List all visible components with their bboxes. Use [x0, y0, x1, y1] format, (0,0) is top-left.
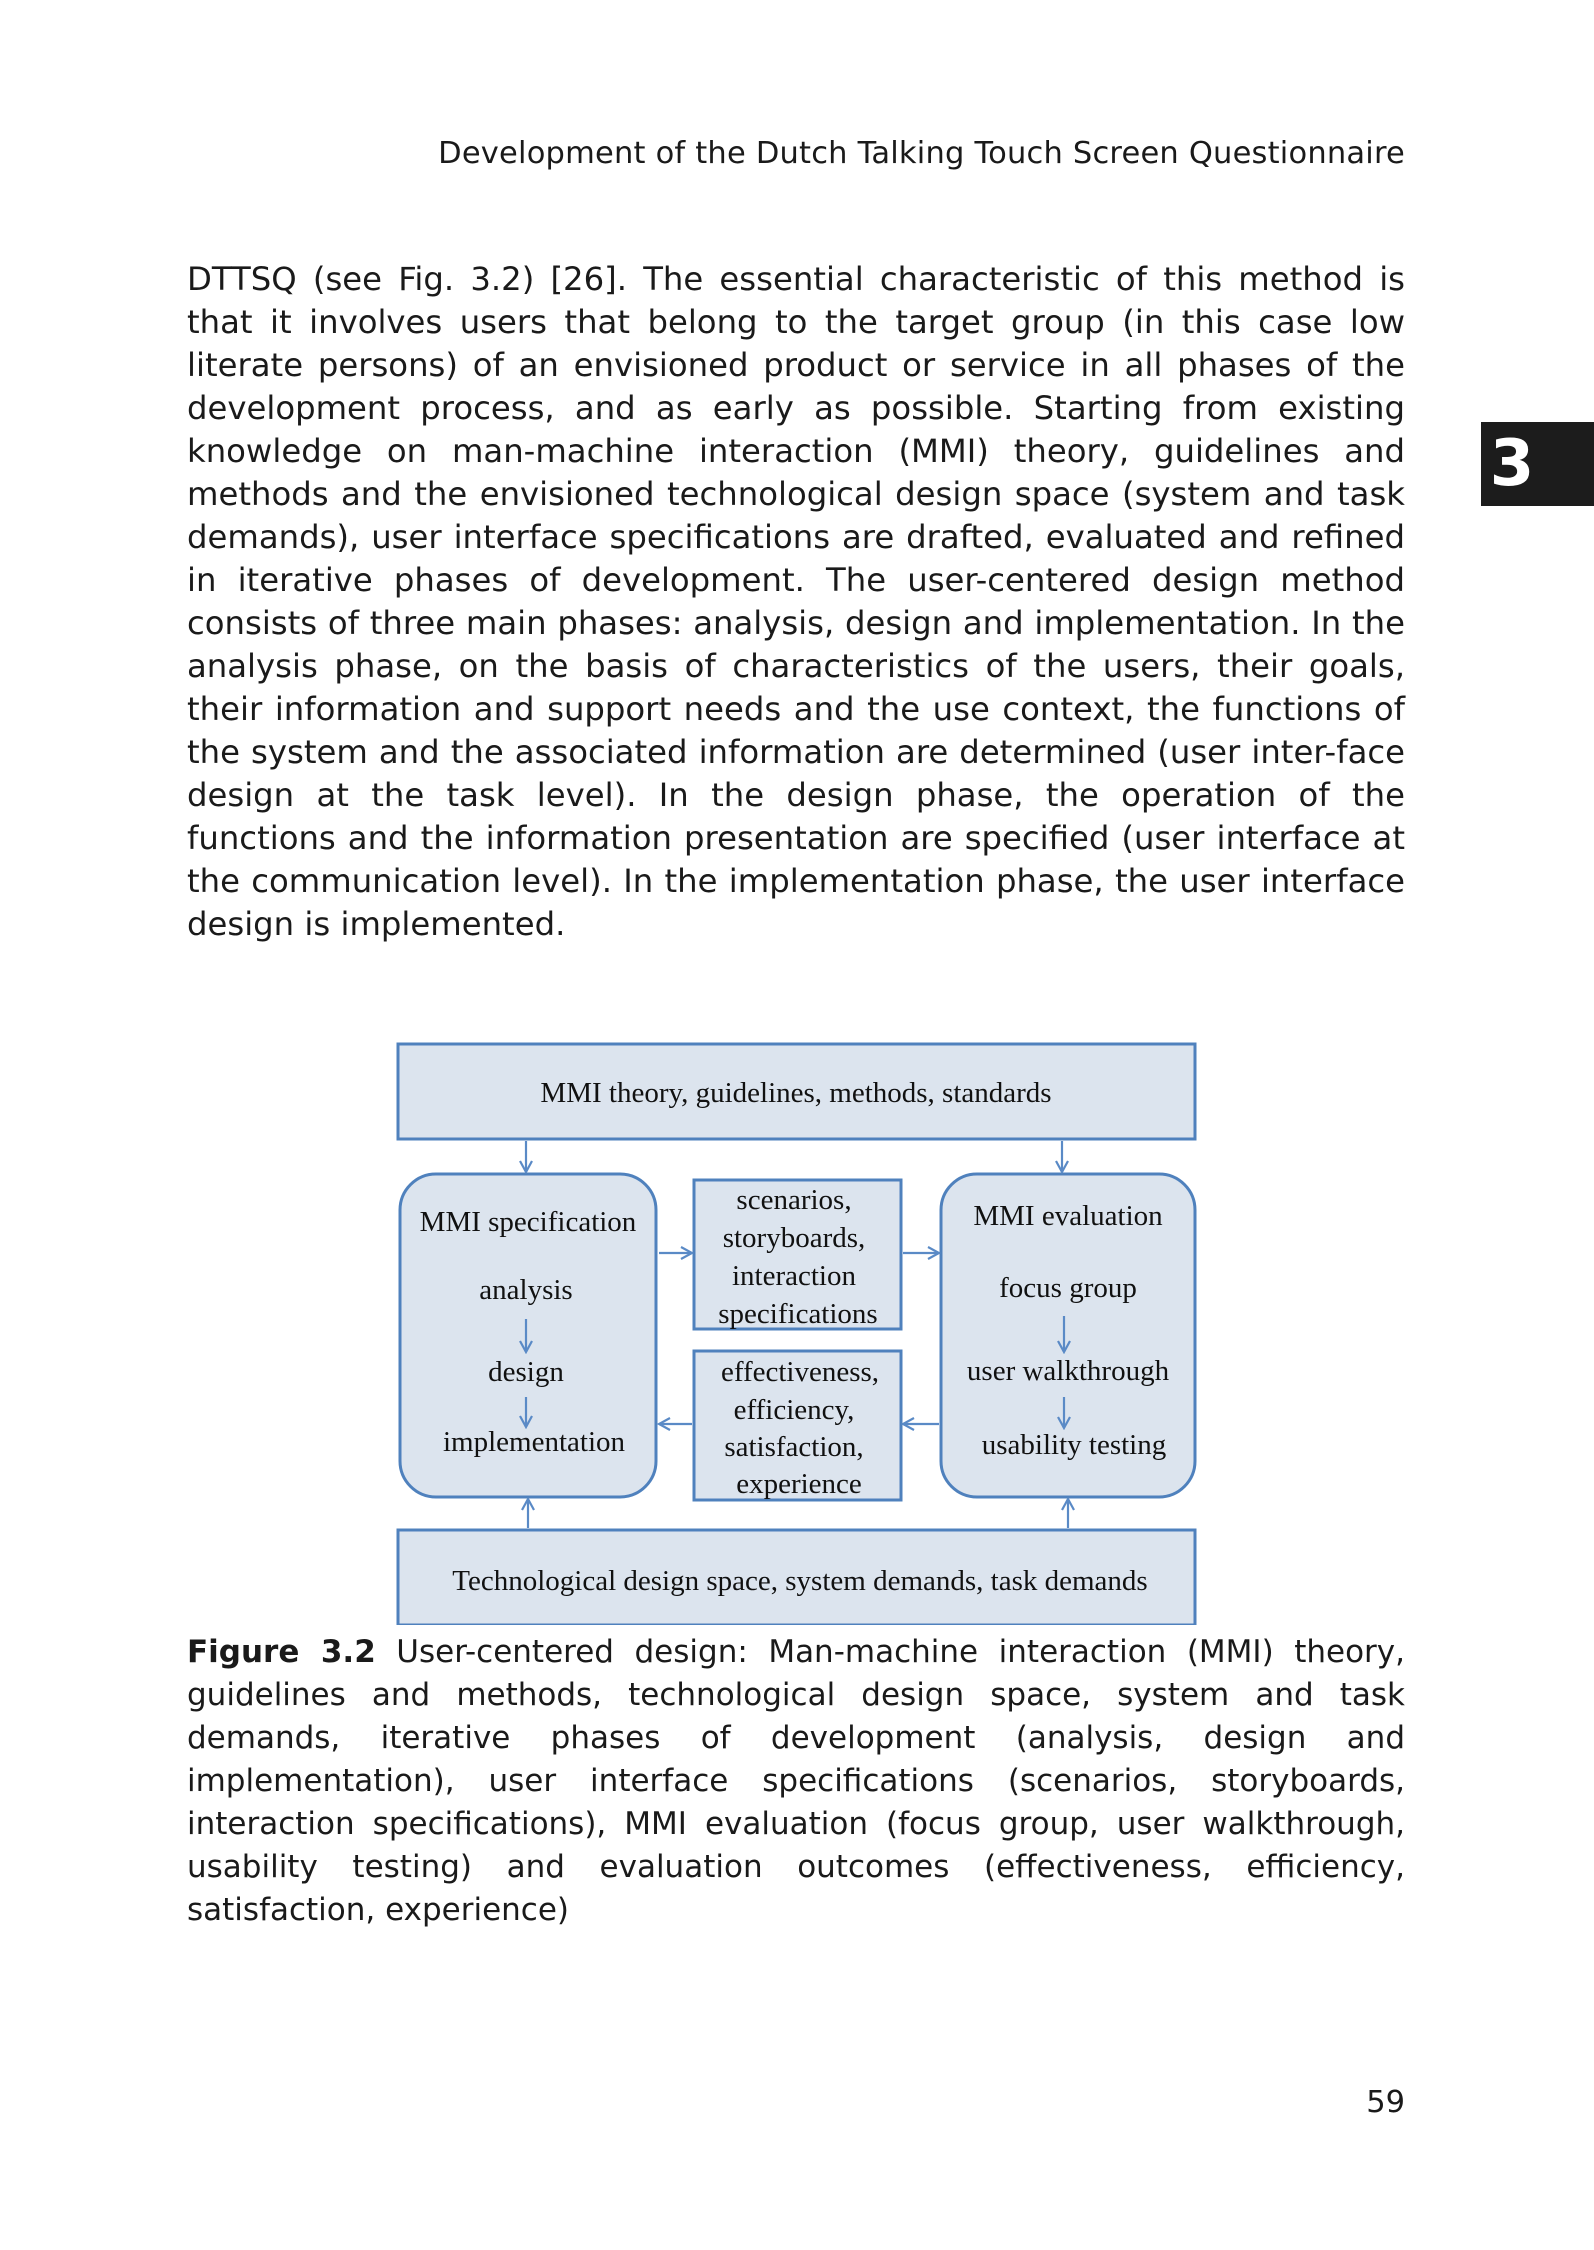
left-box-title: MMI specification: [419, 1206, 637, 1238]
chapter-tab: [1481, 422, 1594, 506]
figure-diagram: [396, 1042, 1197, 1625]
page-number: 59: [1366, 2085, 1405, 2120]
right-box-step-user-walkthrough: user walkthrough: [966, 1355, 1170, 1387]
specifications-line-1: scenarios,: [736, 1184, 852, 1216]
chapter-number: 3: [1489, 427, 1535, 501]
figure-caption-label: Figure 3.2: [187, 1634, 376, 1670]
specifications-line-3: interaction: [731, 1260, 857, 1292]
left-box-step-analysis: analysis: [479, 1274, 573, 1306]
right-box-step-focus-group: focus group: [999, 1272, 1137, 1304]
figure-user-centered-design: [396, 1042, 1197, 1625]
figure-caption: [187, 1631, 1405, 1932]
bottom-box-label: Technological design space, system demands, task demands: [452, 1565, 1148, 1597]
figure-caption-text: User-centered design: Man-machine interaction (MMI) theory, guidelines and methods, technological design space, system and task demands, iterative phases of development (analysis, design and implementation), user interface specifications (scenarios, storyboards, interaction specifications), MMI evaluation (focus group, user walkthrough, usability testing) and evaluation outcomes (effectiveness, efficiency, satisfaction, experience): [187, 1634, 1405, 1928]
left-box-step-implementation: implementation: [442, 1426, 626, 1458]
outcomes-line-2: efficiency,: [733, 1394, 855, 1426]
outcomes-line-4: experience: [736, 1468, 862, 1500]
running-head: Development of the Dutch Talking Touch Screen Questionnaire: [438, 136, 1405, 171]
body-paragraph: DTTSQ (see Fig. 3.2) [26]. The essential characteristic of this method is that it involves users that belong to the target group (in this case low literate persons) of an envisioned product or service in all phases of the development process, and as early as possible. Starting from existing knowledge on man-machine interaction (MMI) theory, guidelines and methods and the envisioned technological design space (system and task demands), user interface specifications are drafted, evaluated and refined in iterative phases of development. The user-centered design method consists of three main phases: analysis, design and implementation. In the analysis phase, on the basis of characteristics of the users, their goals, their information and support needs and the use context, the functions of the system and the associated information are determined (user inter-face design at the task level). In the design phase, the operation of the functions and the information presentation are specified (user interface at the communication level). In the implementation phase, the user interface design is implemented.: [187, 260, 1405, 943]
top-box-label: MMI theory, guidelines, methods, standards: [540, 1077, 1052, 1109]
specifications-line-4: specifications: [718, 1298, 878, 1330]
outcomes-line-3: satisfaction,: [724, 1431, 864, 1463]
specifications-line-2: storyboards,: [722, 1222, 866, 1254]
right-box-step-usability-testing: usability testing: [981, 1429, 1167, 1461]
right-box-title: MMI evaluation: [973, 1200, 1163, 1232]
outcomes-line-1: effectiveness,: [720, 1356, 880, 1388]
left-box-step-design: design: [488, 1356, 564, 1388]
